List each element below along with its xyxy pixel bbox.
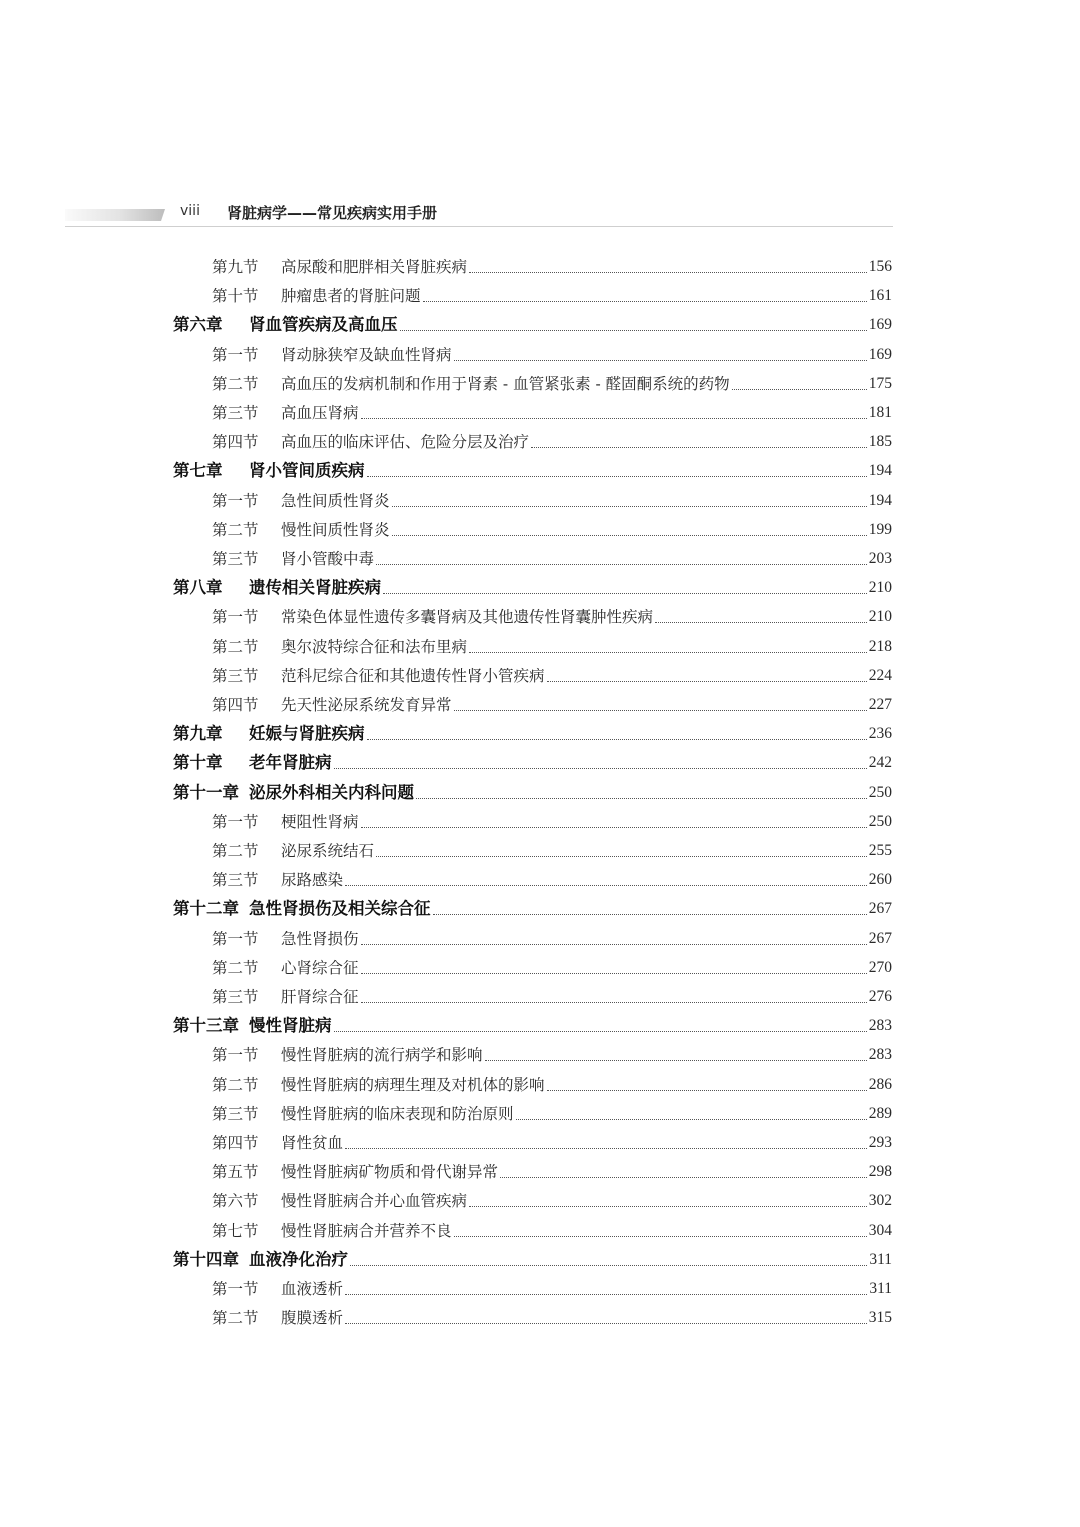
dot-leader <box>547 681 867 682</box>
dot-leader <box>732 389 867 390</box>
dot-leader <box>655 622 867 623</box>
chapter-label: 第十三章 <box>173 1016 239 1036</box>
toc-chapter-entry <box>173 454 892 482</box>
toc-section-entry <box>212 805 892 833</box>
toc-chapter-entry <box>173 776 892 804</box>
toc-chapter-entry <box>173 892 892 920</box>
toc-section-entry <box>212 250 892 278</box>
dot-leader <box>334 1031 867 1032</box>
dot-leader <box>454 360 867 361</box>
dot-leader <box>469 652 867 653</box>
section-label: 第四节 <box>212 696 259 714</box>
dot-leader <box>345 1294 867 1295</box>
page-number: 250 <box>868 812 892 830</box>
section-title: 范科尼综合征和其他遗传性肾小管疾病 <box>281 666 545 685</box>
dot-leader <box>469 1206 867 1207</box>
chapter-title: 泌尿外科相关内科问题 <box>249 782 414 802</box>
dot-leader <box>423 301 867 302</box>
section-label: 第二节 <box>212 520 259 539</box>
section-label: 第一节 <box>212 491 259 510</box>
dot-leader <box>469 272 867 273</box>
toc-section-entry <box>212 600 892 628</box>
section-label: 第七节 <box>212 1221 259 1240</box>
section-title: 梗阻性肾病 <box>281 812 359 831</box>
dot-leader <box>547 1090 867 1091</box>
page-number: 156 <box>868 258 892 275</box>
dot-leader <box>345 1323 867 1324</box>
page-number: 276 <box>868 988 892 1005</box>
toc-section-entry <box>212 279 892 307</box>
toc-section-entry <box>212 863 892 891</box>
page-number: 175 <box>868 374 892 392</box>
section-label: 第三节 <box>212 871 259 890</box>
page-number: 311 <box>869 1250 892 1268</box>
section-title: 高尿酸和肥胖相关肾脏疾病 <box>281 258 468 276</box>
page-number: 270 <box>868 958 892 976</box>
page-number: 161 <box>868 287 892 305</box>
dot-leader <box>454 710 867 711</box>
chapter-label: 第十二章 <box>173 899 239 919</box>
dot-leader <box>350 1265 867 1266</box>
dot-leader <box>376 856 867 857</box>
page-number: 255 <box>868 842 892 859</box>
section-title: 高血压的临床评估、危险分层及治疗 <box>281 433 530 452</box>
section-label: 第五节 <box>212 1163 259 1182</box>
dot-leader <box>334 768 867 769</box>
page-number: 315 <box>868 1309 892 1327</box>
dot-leader <box>376 564 867 565</box>
section-label: 第一节 <box>212 929 259 948</box>
dot-leader <box>392 535 867 536</box>
section-label: 第二节 <box>212 842 259 860</box>
section-label: 第三节 <box>212 988 259 1006</box>
page-number: 194 <box>868 462 892 480</box>
chapter-title: 急性肾损伤及相关综合征 <box>249 899 431 919</box>
page-number: 236 <box>868 725 892 743</box>
section-title: 泌尿系统结石 <box>281 842 375 860</box>
header-gradient-bar <box>65 209 165 221</box>
chapter-label: 第七章 <box>173 461 223 481</box>
dot-leader <box>361 827 867 828</box>
dot-leader <box>367 739 867 740</box>
toc-chapter-entry <box>173 308 892 336</box>
dot-leader <box>392 506 867 507</box>
chapter-label: 第十一章 <box>173 782 239 802</box>
page-number: 210 <box>868 608 892 626</box>
dot-leader <box>516 1119 867 1120</box>
section-label: 第一节 <box>212 812 259 831</box>
chapter-label: 第八章 <box>173 578 223 598</box>
section-label: 第二节 <box>212 374 259 393</box>
section-label: 第三节 <box>212 1104 259 1123</box>
toc-chapter-entry <box>173 717 892 745</box>
dot-leader <box>361 944 867 945</box>
toc-section-entry <box>212 396 892 424</box>
section-label: 第二节 <box>212 958 259 977</box>
section-title: 肿瘤患者的肾脏问题 <box>281 287 421 306</box>
section-title: 先天性泌尿系统发育异常 <box>281 696 452 714</box>
section-title: 慢性间质性肾炎 <box>281 520 390 539</box>
header-page-number: viii <box>180 203 200 219</box>
toc-section-entry <box>212 425 892 453</box>
section-title: 慢性肾脏病的临床表现和防治原则 <box>281 1104 514 1123</box>
page-number: 185 <box>868 433 892 451</box>
section-title: 急性肾损伤 <box>281 929 359 948</box>
section-label: 第三节 <box>212 666 259 685</box>
chapter-title: 肾血管疾病及高血压 <box>249 315 398 335</box>
dot-leader <box>367 476 867 477</box>
section-label: 第一节 <box>212 608 259 627</box>
toc-section-entry <box>212 659 892 687</box>
section-title: 血液透析 <box>281 1280 344 1298</box>
toc-section-entry <box>212 1068 892 1096</box>
section-title: 常染色体显性遗传多囊肾病及其他遗传性肾囊肿性疾病 <box>281 608 654 627</box>
toc-section-entry <box>212 367 892 395</box>
page-number: 286 <box>868 1075 892 1093</box>
toc-section-entry <box>212 338 892 366</box>
section-title: 腹膜透析 <box>281 1309 344 1328</box>
toc-section-entry <box>212 1038 892 1066</box>
toc-section-entry <box>212 834 892 862</box>
chapter-title: 遗传相关肾脏疾病 <box>249 578 381 598</box>
section-title: 高血压的发病机制和作用于肾素 - 血管紧张素 - 醛固酮系统的药物 <box>281 374 730 393</box>
page-number: 267 <box>868 929 892 947</box>
section-label: 第六节 <box>212 1192 259 1211</box>
toc-section-entry <box>212 1301 892 1329</box>
page-number: 289 <box>868 1104 892 1122</box>
page-number: 210 <box>868 579 892 597</box>
chapter-label: 第九章 <box>173 724 223 744</box>
section-label: 第四节 <box>212 1134 259 1152</box>
dot-leader <box>485 1060 867 1061</box>
section-label: 第九节 <box>212 258 259 276</box>
toc-section-entry <box>212 922 892 950</box>
section-label: 第三节 <box>212 404 259 422</box>
page-number: 169 <box>868 345 892 363</box>
section-label: 第三节 <box>212 550 259 568</box>
section-title: 肝肾综合征 <box>281 988 359 1006</box>
toc-section-entry <box>212 484 892 512</box>
page-number: 224 <box>868 666 892 684</box>
page-number: 283 <box>868 1046 892 1064</box>
toc-section-entry <box>212 630 892 658</box>
page-number: 194 <box>868 491 892 509</box>
chapter-title: 老年肾脏病 <box>249 753 332 773</box>
section-title: 肾动脉狭窄及缺血性肾病 <box>281 345 452 364</box>
section-title: 慢性肾脏病合并营养不良 <box>281 1221 452 1240</box>
page-number: 199 <box>868 520 892 538</box>
toc-section-entry <box>212 1214 892 1242</box>
dot-leader <box>416 798 867 799</box>
page-number: 169 <box>868 316 892 334</box>
dot-leader <box>400 330 867 331</box>
section-label: 第二节 <box>212 1309 259 1328</box>
dot-leader <box>454 1236 867 1237</box>
chapter-title: 妊娠与肾脏疾病 <box>249 724 365 744</box>
page-number: 302 <box>868 1192 892 1210</box>
chapter-label: 第十四章 <box>173 1249 239 1269</box>
section-title: 心肾综合征 <box>281 958 359 977</box>
page-number: 242 <box>868 754 892 772</box>
section-title: 急性间质性肾炎 <box>281 491 390 510</box>
section-title: 肾小管酸中毒 <box>281 550 375 568</box>
section-title: 慢性肾脏病的流行病学和影响 <box>281 1046 483 1065</box>
section-label: 第十节 <box>212 287 259 306</box>
section-label: 第四节 <box>212 433 259 452</box>
dot-leader <box>361 973 867 974</box>
toc-section-entry <box>212 1097 892 1125</box>
section-label: 第二节 <box>212 1075 259 1094</box>
section-title: 高血压肾病 <box>281 404 359 422</box>
running-header <box>65 200 893 228</box>
dot-leader <box>383 593 867 594</box>
section-label: 第一节 <box>212 1046 259 1065</box>
dot-leader <box>345 1148 867 1149</box>
dot-leader <box>433 914 867 915</box>
section-title: 慢性肾脏病合并心血管疾病 <box>281 1192 468 1211</box>
chapter-label: 第十章 <box>173 753 223 773</box>
toc-section-entry <box>212 513 892 541</box>
toc-section-entry <box>212 951 892 979</box>
page-number: 203 <box>868 550 892 567</box>
toc-section-entry <box>212 1184 892 1212</box>
page-number: 260 <box>868 871 892 889</box>
page-number: 250 <box>868 783 892 801</box>
toc-section-entry <box>212 688 892 716</box>
dot-leader <box>531 447 867 448</box>
page-number: 181 <box>868 404 892 421</box>
dot-leader <box>500 1177 867 1178</box>
section-title: 尿路感染 <box>281 871 344 890</box>
chapter-title: 慢性肾脏病 <box>249 1016 332 1036</box>
chapter-label: 第六章 <box>173 315 223 335</box>
section-label: 第一节 <box>212 345 259 364</box>
page-number: 311 <box>869 1280 892 1297</box>
section-title: 慢性肾脏病矿物质和骨代谢异常 <box>281 1163 499 1182</box>
dot-leader <box>361 1002 867 1003</box>
page-number: 298 <box>868 1163 892 1181</box>
section-title: 慢性肾脏病的病理生理及对机体的影响 <box>281 1075 545 1094</box>
toc-section-entry <box>212 542 892 570</box>
header-book-title: 肾脏病学——常见疾病实用手册 <box>227 204 438 222</box>
section-label: 第一节 <box>212 1280 259 1298</box>
toc-section-entry <box>212 1155 892 1183</box>
page-number: 227 <box>868 696 892 713</box>
section-label: 第二节 <box>212 637 259 656</box>
toc-section-entry <box>212 980 892 1008</box>
page-number: 267 <box>868 900 892 918</box>
section-title: 肾性贫血 <box>281 1134 344 1152</box>
page-number: 218 <box>868 637 892 655</box>
chapter-title: 血液净化治疗 <box>249 1249 348 1269</box>
dot-leader <box>361 418 867 419</box>
page-number: 283 <box>868 1017 892 1035</box>
header-divider <box>65 226 893 227</box>
section-title: 奥尔波特综合征和法布里病 <box>281 637 468 656</box>
dot-leader <box>345 885 867 886</box>
toc-section-entry <box>212 1272 892 1300</box>
chapter-title: 肾小管间质疾病 <box>249 461 365 481</box>
page-number: 304 <box>868 1221 892 1239</box>
toc-chapter-entry <box>173 1243 892 1271</box>
toc-section-entry <box>212 1126 892 1154</box>
page-number: 293 <box>868 1134 892 1151</box>
toc-chapter-entry <box>173 1009 892 1037</box>
toc-chapter-entry <box>173 746 892 774</box>
toc-chapter-entry <box>173 571 892 599</box>
